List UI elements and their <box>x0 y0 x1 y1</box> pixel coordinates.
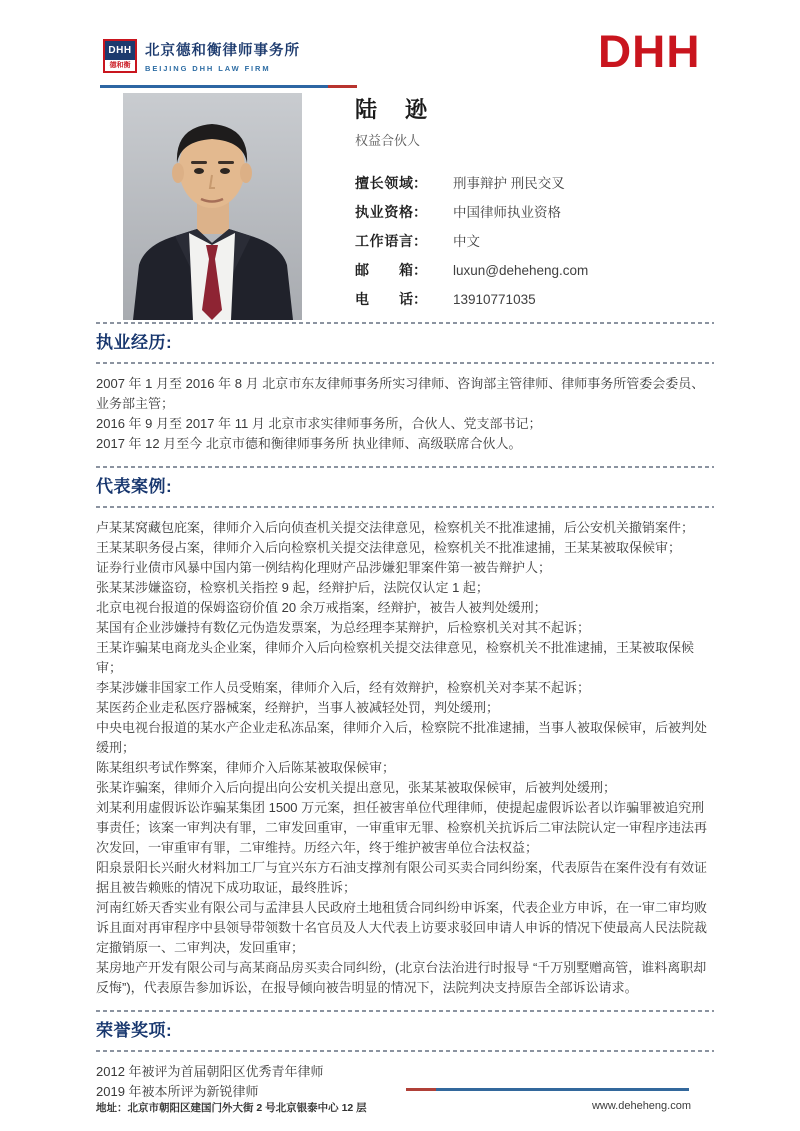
experience-item: 2007 年 1 月至 2016 年 8 月 北京市东友律师事务所实习律师、咨询部主管律师、律师事务所管委会委员、业务部主管； <box>96 376 705 411</box>
main-content <box>96 318 714 1114</box>
firm-name-block <box>145 39 300 73</box>
firm-brand <box>103 39 300 73</box>
profile-info <box>355 97 588 321</box>
section-body-experience <box>96 374 714 454</box>
dashed-divider <box>96 362 714 364</box>
field-value-phone: 13910771035 <box>453 292 536 307</box>
lawyer-name: 陆逊 <box>355 97 427 122</box>
case-item: 北京电视台报道的保姆盗窃价值 20 余万戒指案，经辩护，被告人被判处缓刑； <box>96 600 547 615</box>
field-row-language <box>355 234 588 249</box>
case-item: 某国有企业涉嫌持有数亿元伪造发票案，为总经理李某辩护，后检察机关对其不起诉； <box>96 620 591 635</box>
dashed-divider <box>96 322 714 324</box>
honor-item: 2012 年被评为首届朝阳区优秀青年律师 <box>96 1064 324 1079</box>
field-value-language: 中文 <box>453 234 480 249</box>
case-item: 某医药企业走私医疗器械案，经辩护，当事人被减轻处罚，判处缓刑； <box>96 700 500 715</box>
field-label: 执业资格 <box>355 204 413 220</box>
field-label: 邮箱 <box>355 262 413 278</box>
header-divider-rule <box>100 85 357 88</box>
profile-photo <box>123 93 302 320</box>
dhh-wordmark-logo: DHH <box>597 26 700 77</box>
field-value-qualification: 中国律师执业资格 <box>453 205 561 220</box>
field-row-email <box>355 263 588 278</box>
honor-item: 2019 年被本所评为新锐律师 <box>96 1084 259 1099</box>
section-body-honors <box>96 1062 714 1102</box>
firm-logo-mark-bottom: 德和衡 <box>105 60 135 71</box>
case-item: 王某诈骗某电商龙头企业案，律师介入后向检察机关提交法律意见，检察机关不批准逮捕，王某被取保候审； <box>96 640 695 675</box>
dashed-divider <box>96 466 714 468</box>
case-item: 卢某某窝藏包庇案，律师介入后向侦查机关提交法律意见，检察机关不批准逮捕，后公安机关撤销案件； <box>96 520 695 535</box>
footer-address: 地址：北京市朝阳区建国门外大街 2 号北京银泰中心 12 层 <box>96 1102 367 1114</box>
case-item: 王某某职务侵占案，律师介入后向检察机关提交法律意见，检察机关不批准逮捕，王某某被取保候审； <box>96 540 682 555</box>
field-label: 电话 <box>355 291 413 307</box>
case-item: 陈某组织考试作弊案，律师介入后陈某被取保候审； <box>96 760 396 775</box>
case-item: 阳泉景阳长兴耐火材料加工厂与宜兴东方石油支撑剂有限公司买卖合同纠纷案，代表原告在案件没有有效证据且被告赖账的情况下成功取证，最终胜诉； <box>96 860 708 895</box>
case-item: 李某涉嫌非国家工作人员受贿案，律师介入后，经有效辩护，检察机关对李某不起诉； <box>96 680 591 695</box>
section-title-experience: 执业经历: <box>96 333 173 352</box>
case-item: 张某诈骗案，律师介入后向提出向公安机关提出意见，张某某被取保候审，后被判处缓刑； <box>96 780 617 795</box>
case-item: 证券行业债市风暴中国内第一例结构化理财产品涉嫌犯罪案件第一被告辩护人； <box>96 560 552 575</box>
field-colon: ： <box>413 204 427 220</box>
field-value-email: luxun@deheheng.com <box>453 263 589 278</box>
firm-name-cn: 北京德和衡律师事务所 <box>145 43 300 59</box>
lawyer-title: 权益合伙人 <box>355 133 421 148</box>
section-title-honors: 荣誉奖项: <box>96 1021 173 1040</box>
field-label: 擅长领域 <box>355 175 413 191</box>
field-row-specialty <box>355 176 588 191</box>
section-title-cases: 代表案例: <box>96 477 173 496</box>
footer-divider-rule <box>406 1088 689 1091</box>
field-row-qualification <box>355 205 588 220</box>
firm-name-en: BEIJING DHH LAW FIRM <box>145 64 271 73</box>
portrait-illustration <box>123 93 302 320</box>
footer-website: www.deheheng.com <box>591 1100 691 1112</box>
firm-logo-mark-icon <box>103 39 137 73</box>
field-colon: ： <box>413 291 427 307</box>
case-item: 河南红娇天香实业有限公司与孟津县人民政府土地租赁合同纠纷申诉案，代表企业方申诉，在一审二审均败诉且面对再审程序中县领导带领数十名官员及人大代表上访要求驳回申请人申诉的情况下使最高人民法院裁定撤销原一、二审判决，发回重审； <box>96 900 708 955</box>
case-item: 某房地产开发有限公司与高某商品房买卖合同纠纷，(北京台法治进行时报导 “千万别墅赠高管，谁料离职却反悔”)，代表原告参加诉讼，在报导倾向被告明显的情况下，法院判决支持原告全部诉讼请求。 <box>96 960 707 995</box>
case-item: 张某某涉嫌盗窃，检察机关指控 9 起，经辩护后，法院仅认定 1 起； <box>96 580 489 595</box>
section-body-cases <box>96 518 714 998</box>
experience-item: 2017 年 12 月至今 北京市德和衡律师事务所 执业律师、高级联席合伙人。 <box>96 436 522 451</box>
experience-item: 2016 年 9 月至 2017 年 11 月 北京市求实律师事务所，合伙人、党支部书记； <box>96 416 542 431</box>
field-colon: ： <box>413 262 427 278</box>
field-row-phone <box>355 292 588 307</box>
field-value-specialty: 刑事辩护 刑民交叉 <box>453 176 565 191</box>
case-item: 中央电视台报道的某水产企业走私冻品案，律师介入后，检察院不批准逮捕，当事人被取保候审，后被判处缓刑； <box>96 720 708 755</box>
dashed-divider <box>96 506 714 508</box>
case-item: 刘某利用虚假诉讼诈骗某集团 1500 万元案，担任被害单位代理律师，使提起虚假诉讼者以诈骗罪被追究刑事责任；该案一审判决有罪，二审发回重审，一审重审无罪、检察机关抗诉后二审法院认定一审程序违法再次发回，一审重审有罪，二审维持。历经六年，终于维护被害单位合法权益； <box>96 800 708 855</box>
firm-logo-mark-top: DHH <box>105 41 135 60</box>
field-label: 工作语言 <box>355 233 413 249</box>
field-colon: ： <box>413 233 427 249</box>
dashed-divider <box>96 1010 714 1012</box>
field-colon: ： <box>413 175 427 191</box>
dashed-divider <box>96 1050 714 1052</box>
